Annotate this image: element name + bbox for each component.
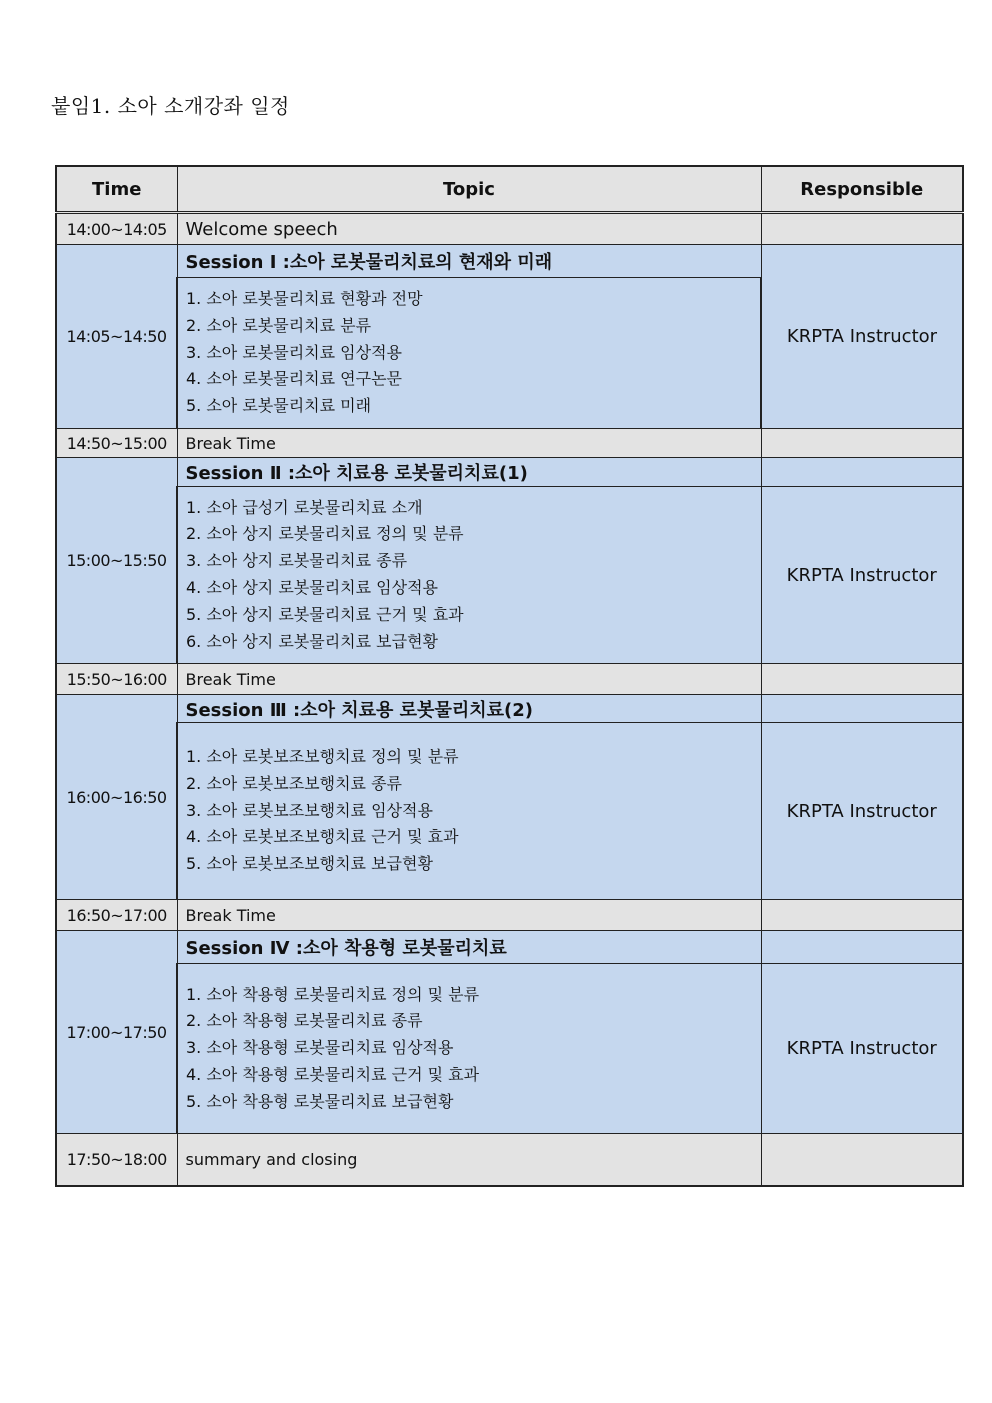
session-title: Session Ⅱ :소아 치료용 로봇물리치료(1) (177, 458, 761, 487)
responsible-cell: KRPTA Instructor (761, 245, 963, 429)
session-title: Session Ⅳ :소아 착용형 로봇물리치료 (177, 931, 761, 964)
responsible-cell: KRPTA Instructor (761, 964, 963, 1134)
list-item: 6. 소아 상지 로봇물리치료 보급현황 (186, 631, 438, 651)
responsible-cell-empty (761, 458, 963, 487)
table-row (56, 245, 963, 278)
topic-list-cell (177, 487, 761, 664)
header-responsible: Responsible (761, 166, 963, 213)
schedule-table (55, 165, 964, 1187)
list-item: 5. 소아 상지 로봇물리치료 근거 및 효과 (186, 604, 464, 624)
topic-cell: summary and closing (177, 1134, 761, 1186)
table-row (56, 664, 963, 695)
table-row (56, 429, 963, 458)
header-topic: Topic (177, 166, 761, 213)
list-item: 1. 소아 착용형 로봇물리치료 정의 및 분류 (186, 984, 480, 1004)
table-row (56, 458, 963, 487)
topic-list (186, 495, 761, 656)
table-row (56, 964, 963, 1134)
list-item: 3. 소아 착용형 로봇물리치료 임상적용 (186, 1038, 454, 1058)
list-item: 2. 소아 상지 로봇물리치료 정의 및 분류 (186, 524, 464, 544)
session-title: Session Ⅲ :소아 치료용 로봇물리치료(2) (177, 695, 761, 723)
time-cell: 14:50~15:00 (56, 429, 177, 458)
responsible-cell-empty (761, 695, 963, 723)
responsible-cell (761, 900, 963, 931)
list-item: 3. 소아 상지 로봇물리치료 종류 (186, 551, 408, 571)
topic-cell: Welcome speech (177, 213, 761, 245)
table-row (56, 931, 963, 964)
topic-list-cell (177, 278, 761, 429)
topic-cell: Break Time (177, 429, 761, 458)
topic-list-cell (177, 723, 761, 900)
time-cell: 16:00~16:50 (56, 695, 177, 900)
session-title: Session Ⅰ :소아 로봇물리치료의 현재와 미래 (177, 245, 761, 278)
list-item: 2. 소아 로봇물리치료 분류 (186, 315, 372, 335)
table-row (56, 900, 963, 931)
table-row (56, 1134, 963, 1186)
table-row (56, 723, 963, 900)
table-row (56, 213, 963, 245)
list-item: 3. 소아 로봇보조보행치료 임상적용 (186, 800, 433, 820)
time-cell: 15:50~16:00 (56, 664, 177, 695)
topic-cell: Break Time (177, 664, 761, 695)
responsible-cell (761, 1134, 963, 1186)
time-cell: 16:50~17:00 (56, 900, 177, 931)
responsible-cell (761, 213, 963, 245)
list-item: 5. 소아 로봇물리치료 미래 (186, 396, 372, 416)
list-item: 1. 소아 로봇물리치료 현황과 전망 (186, 289, 423, 308)
topic-list-cell (177, 964, 761, 1134)
topic-cell: Break Time (177, 900, 761, 931)
list-item: 1. 소아 로봇보조보행치료 정의 및 분류 (186, 747, 459, 766)
responsible-cell (761, 429, 963, 458)
time-cell: 14:00~14:05 (56, 213, 177, 245)
list-item: 4. 소아 상지 로봇물리치료 임상적용 (186, 578, 438, 597)
topic-list (186, 982, 761, 1116)
list-item: 2. 소아 로봇보조보행치료 종류 (186, 773, 402, 793)
list-item: 1. 소아 급성기 로봇물리치료 소개 (186, 497, 423, 517)
responsible-cell (761, 664, 963, 695)
topic-list (186, 744, 761, 878)
responsible-cell: KRPTA Instructor (761, 487, 963, 664)
table-header-row (56, 166, 963, 213)
list-item: 2. 소아 착용형 로봇물리치료 종류 (186, 1011, 423, 1031)
responsible-cell: KRPTA Instructor (761, 723, 963, 900)
list-item: 4. 소아 로봇보조보행치료 근거 및 효과 (186, 827, 459, 847)
time-cell: 15:00~15:50 (56, 458, 177, 664)
responsible-cell-empty (761, 931, 963, 964)
list-item: 5. 소아 로봇보조보행치료 보급현황 (186, 854, 433, 874)
list-item: 5. 소아 착용형 로봇물리치료 보급현황 (186, 1091, 454, 1111)
document-title: 붙임1. 소아 소개강좌 일정 (51, 94, 290, 118)
list-item: 4. 소아 착용형 로봇물리치료 근거 및 효과 (186, 1064, 480, 1084)
time-cell: 17:00~17:50 (56, 931, 177, 1134)
list-item: 3. 소아 로봇물리치료 임상적용 (186, 342, 402, 362)
list-item: 4. 소아 로봇물리치료 연구논문 (186, 369, 402, 389)
time-cell: 14:05~14:50 (56, 245, 177, 429)
topic-list (186, 286, 760, 420)
header-time: Time (56, 166, 177, 213)
table-row (56, 487, 963, 664)
time-cell: 17:50~18:00 (56, 1134, 177, 1186)
table-row (56, 695, 963, 723)
